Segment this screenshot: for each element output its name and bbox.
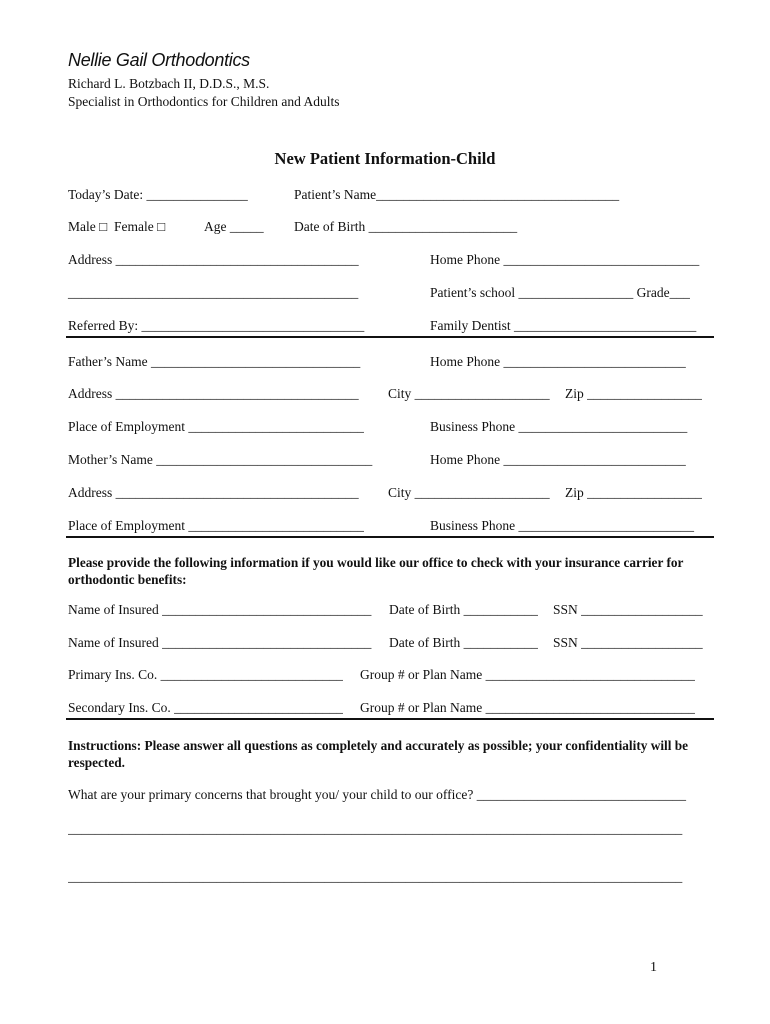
practice-name: Nellie Gail Orthodontics bbox=[68, 50, 250, 70]
father-home-phone-field[interactable]: Home Phone ___________________________ bbox=[430, 354, 686, 369]
mother-city-field[interactable]: City ____________________ bbox=[388, 485, 550, 500]
section-divider bbox=[66, 336, 714, 338]
insured2-name-field[interactable]: Name of Insured _______________________________ bbox=[68, 635, 372, 650]
father-name-field[interactable]: Father’s Name _______________________________ bbox=[68, 354, 361, 369]
page-number: 1 bbox=[650, 960, 657, 975]
referred-by-field[interactable]: Referred By: _________________________________ bbox=[68, 318, 365, 333]
specialty-line: Specialist in Orthodontics for Children and Adults bbox=[68, 94, 340, 109]
section-divider bbox=[66, 718, 714, 720]
secondary-group-field[interactable]: Group # or Plan Name _______________________________ bbox=[360, 700, 695, 715]
insured1-ssn-field[interactable]: SSN __________________ bbox=[553, 602, 703, 617]
address-field[interactable]: Address ____________________________________ bbox=[68, 252, 359, 267]
concerns-line-1[interactable]: ___________________________________________________________________________________________ bbox=[68, 821, 683, 836]
concerns-line-2[interactable]: ___________________________________________________________________________________________ bbox=[68, 869, 683, 884]
insurance-note: Please provide the following information if you would like our office to check with your insurance carrier for orthodontic benefits: bbox=[68, 555, 684, 587]
mother-zip-field[interactable]: Zip _________________ bbox=[565, 485, 702, 500]
todays-date-field[interactable]: Today’s Date: _______________ bbox=[68, 187, 248, 202]
insured1-dob-field[interactable]: Date of Birth ___________ bbox=[389, 602, 538, 617]
father-zip-field[interactable]: Zip _________________ bbox=[565, 386, 702, 401]
home-phone-field[interactable]: Home Phone _____________________________ bbox=[430, 252, 700, 267]
instructions-text: Instructions: Please answer all questions as completely and accurately as possible; your confidentiality will be respected. bbox=[68, 738, 689, 770]
mother-address-field[interactable]: Address ____________________________________ bbox=[68, 485, 359, 500]
father-business-phone-field[interactable]: Business Phone _________________________ bbox=[430, 419, 688, 434]
age-field[interactable]: Age _____ bbox=[204, 219, 264, 234]
primary-insurance-field[interactable]: Primary Ins. Co. ___________________________ bbox=[68, 667, 343, 682]
father-employment-field[interactable]: Place of Employment __________________________ bbox=[68, 419, 364, 434]
secondary-insurance-field[interactable]: Secondary Ins. Co. _________________________ bbox=[68, 700, 343, 715]
form-title: New Patient Information-Child bbox=[274, 149, 496, 168]
primary-concerns-field[interactable]: What are your primary concerns that brought you/ your child to our office? _______________________________ bbox=[68, 787, 686, 802]
school-grade-field[interactable]: Patient’s school _________________ Grade___ bbox=[430, 285, 690, 300]
father-city-field[interactable]: City ____________________ bbox=[388, 386, 550, 401]
family-dentist-field[interactable]: Family Dentist ___________________________ bbox=[430, 318, 697, 333]
primary-group-field[interactable]: Group # or Plan Name _______________________________ bbox=[360, 667, 695, 682]
mother-home-phone-field[interactable]: Home Phone ___________________________ bbox=[430, 452, 686, 467]
mother-name-field[interactable]: Mother’s Name ________________________________ bbox=[68, 452, 373, 467]
gender-checkboxes[interactable]: Male □ Female □ bbox=[68, 219, 166, 234]
insured2-dob-field[interactable]: Date of Birth ___________ bbox=[389, 635, 538, 650]
insured1-name-field[interactable]: Name of Insured _______________________________ bbox=[68, 602, 372, 617]
doctor-name: Richard L. Botzbach II, D.D.S., M.S. bbox=[68, 76, 270, 91]
insured2-ssn-field[interactable]: SSN __________________ bbox=[553, 635, 703, 650]
date-of-birth-field[interactable]: Date of Birth ______________________ bbox=[294, 219, 518, 234]
mother-employment-field[interactable]: Place of Employment __________________________ bbox=[68, 518, 364, 533]
section-divider bbox=[66, 536, 714, 538]
father-address-field[interactable]: Address ____________________________________ bbox=[68, 386, 359, 401]
address-line2-field[interactable]: ___________________________________________ bbox=[68, 285, 359, 300]
mother-business-phone-field[interactable]: Business Phone __________________________ bbox=[430, 518, 695, 533]
patient-name-field[interactable]: Patient’s Name____________________________________ bbox=[294, 187, 620, 202]
